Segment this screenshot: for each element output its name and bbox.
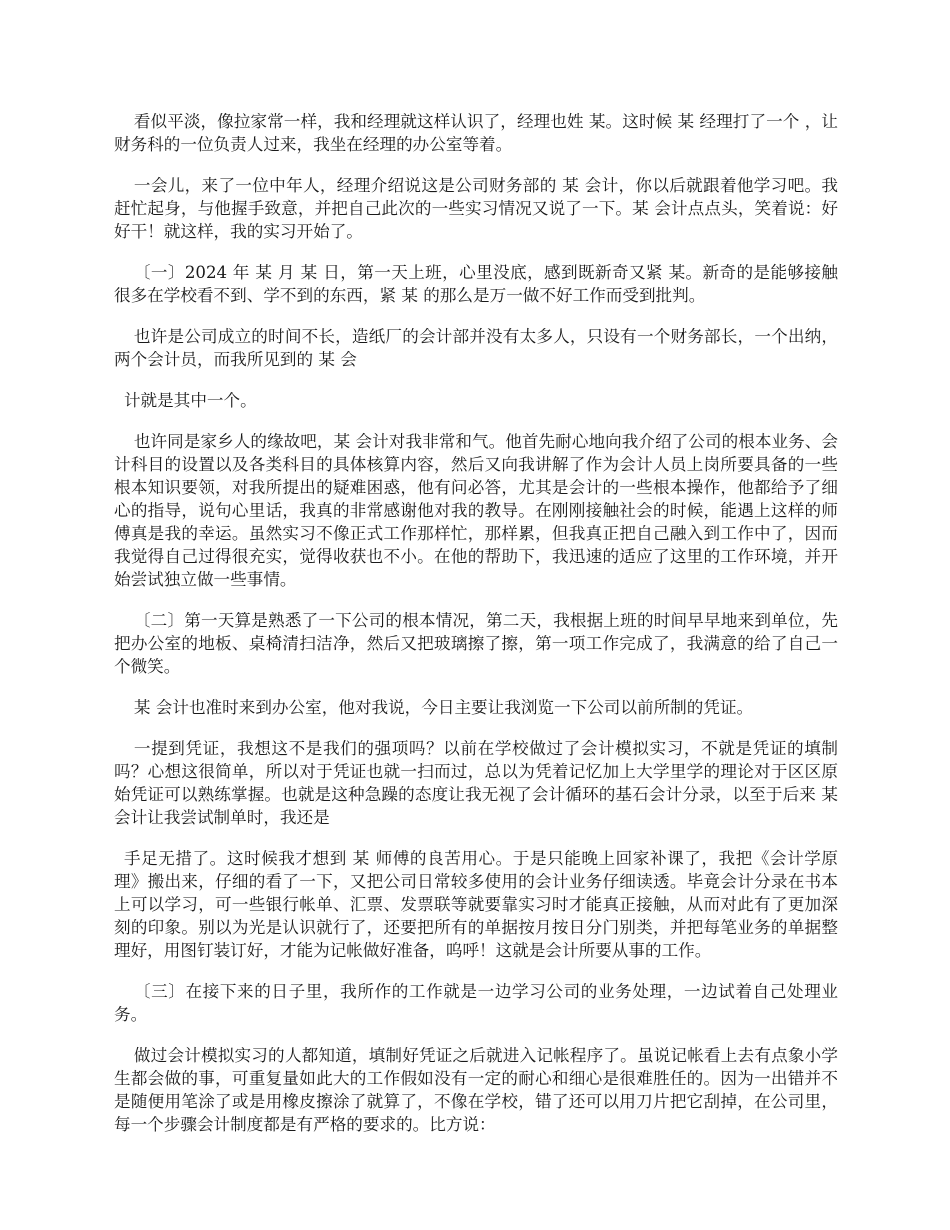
paragraph-11: 〔三〕在接下来的日子里，我所作的工作就是一边学习公司的业务处理，一边试着自己处理业务。 — [114, 982, 838, 1024]
paragraph-10: 手足无措了。这时候我才想到 某 师傅的良苦用心。于是只能晚上回家补课了，我把《会计学原理》搬出来，仔细的看了一下，又把公司日常较多使用的会计业务仔细读透。毕竟会计分录在书本上可以学习，可一些银行帐单、汇票、发票联等就要靠实习时才能真正接触，从而对此有了更加深刻的印象。别以为光是认识就行了，还要把所有的单据按月按日分门别类，并把每笔业务的单据整理好，用图钉装订好，才能为记帐做好准备，呜呼！这就是会计所要从事的工作。 — [114, 849, 838, 960]
paragraph-2: 一会儿，来了一位中年人，经理介绍说这是公司财务部的 某 会计，你以后就跟着他学习吧。我赶忙起身，与他握手致意，并把自己此次的一些实习情况又说了一下。某 会计点点头，笑着说：好好干！就这样，我的实习开始了。 — [114, 176, 838, 241]
paragraph-5: 计就是其中一个。 — [123, 391, 257, 410]
paragraph-4: 也许是公司成立的时间不长，造纸厂的会计部并没有太多人，只设有一个财务部长，一个出纳，两个会计员，而我所见到的 某 会 — [114, 327, 838, 369]
paragraph-8: 某 会计也准时来到办公室，他对我说，今日主要让我浏览一下公司以前所制的凭证。 — [133, 698, 754, 717]
paragraph-3: 〔一〕2024 年 某 月 某 日，第一天上班，心里没底，感到既新奇又紧 某。新奇的是能够接触很多在学校看不到、学不到的东西，紧 某 的那么是万一做不好工作而受到批判。 — [114, 263, 838, 305]
paragraph-7: 〔二〕第一天算是熟悉了一下公司的根本情况，第二天，我根据上班的时间早早地来到单位，先把办公室的地板、桌椅清扫洁净，然后又把玻璃擦了擦，第一项工作完成了，我满意的给了自己一个微笑。 — [114, 611, 838, 676]
paragraph-6: 也许同是家乡人的缘故吧，某 会计对我非常和气。他首先耐心地向我介绍了公司的根本业务、会计科目的设置以及各类科目的具体核算内容，然后又向我讲解了作为会计人员上岗所要具备的一些根本知识要领，对我所提出的疑难困惑，他有问必答，尤其是会计的一些根本操作，他都给予了细心的指导，说句心里话，我真的非常感谢他对我的教导。在刚刚接触社会的时候，能遇上这样的师傅真是我的幸运。虽然实习不像正式工作那样忙，那样累，但我真正把自己融入到工作中了，因而我觉得自己过得很充实，觉得收获也不小。在他的帮助下，我迅速的适应了这里的工作环境，并开始尝试独立做一些事情。 — [114, 432, 838, 589]
paragraph-1: 看似平淡，像拉家常一样，我和经理就这样认识了，经理也姓 某。这时候 某 经理打了一个 ，让财务科的一位负责人过来，我坐在经理的办公室等着。 — [114, 112, 838, 154]
paragraph-9: 一提到凭证，我想这不是我们的强项吗？以前在学校做过了会计模拟实习，不就是凭证的填制吗？心想这很简单，所以对于凭证也就一扫而过，总以为凭着记忆加上大学里学的理论对于区区原始凭证可以熟练掌握。也就是这种急躁的态度让我无视了会计循环的基石会计分录，以至于后来 某 会计让我尝试制单时，我还是 — [114, 739, 844, 827]
paragraph-12: 做过会计模拟实习的人都知道，填制好凭证之后就进入记帐程序了。虽说记帐看上去有点象小学生都会做的事，可重复量如此大的工作假如没有一定的耐心和细心是很难胜任的。因为一出错并不是随便用笔涂了或是用橡皮擦涂了就算了，不像在学校，错了还可以用刀片把它刮掉，在公司里，每一个步骤会计制度都是有严格的要求的。比方说： — [114, 1046, 838, 1134]
